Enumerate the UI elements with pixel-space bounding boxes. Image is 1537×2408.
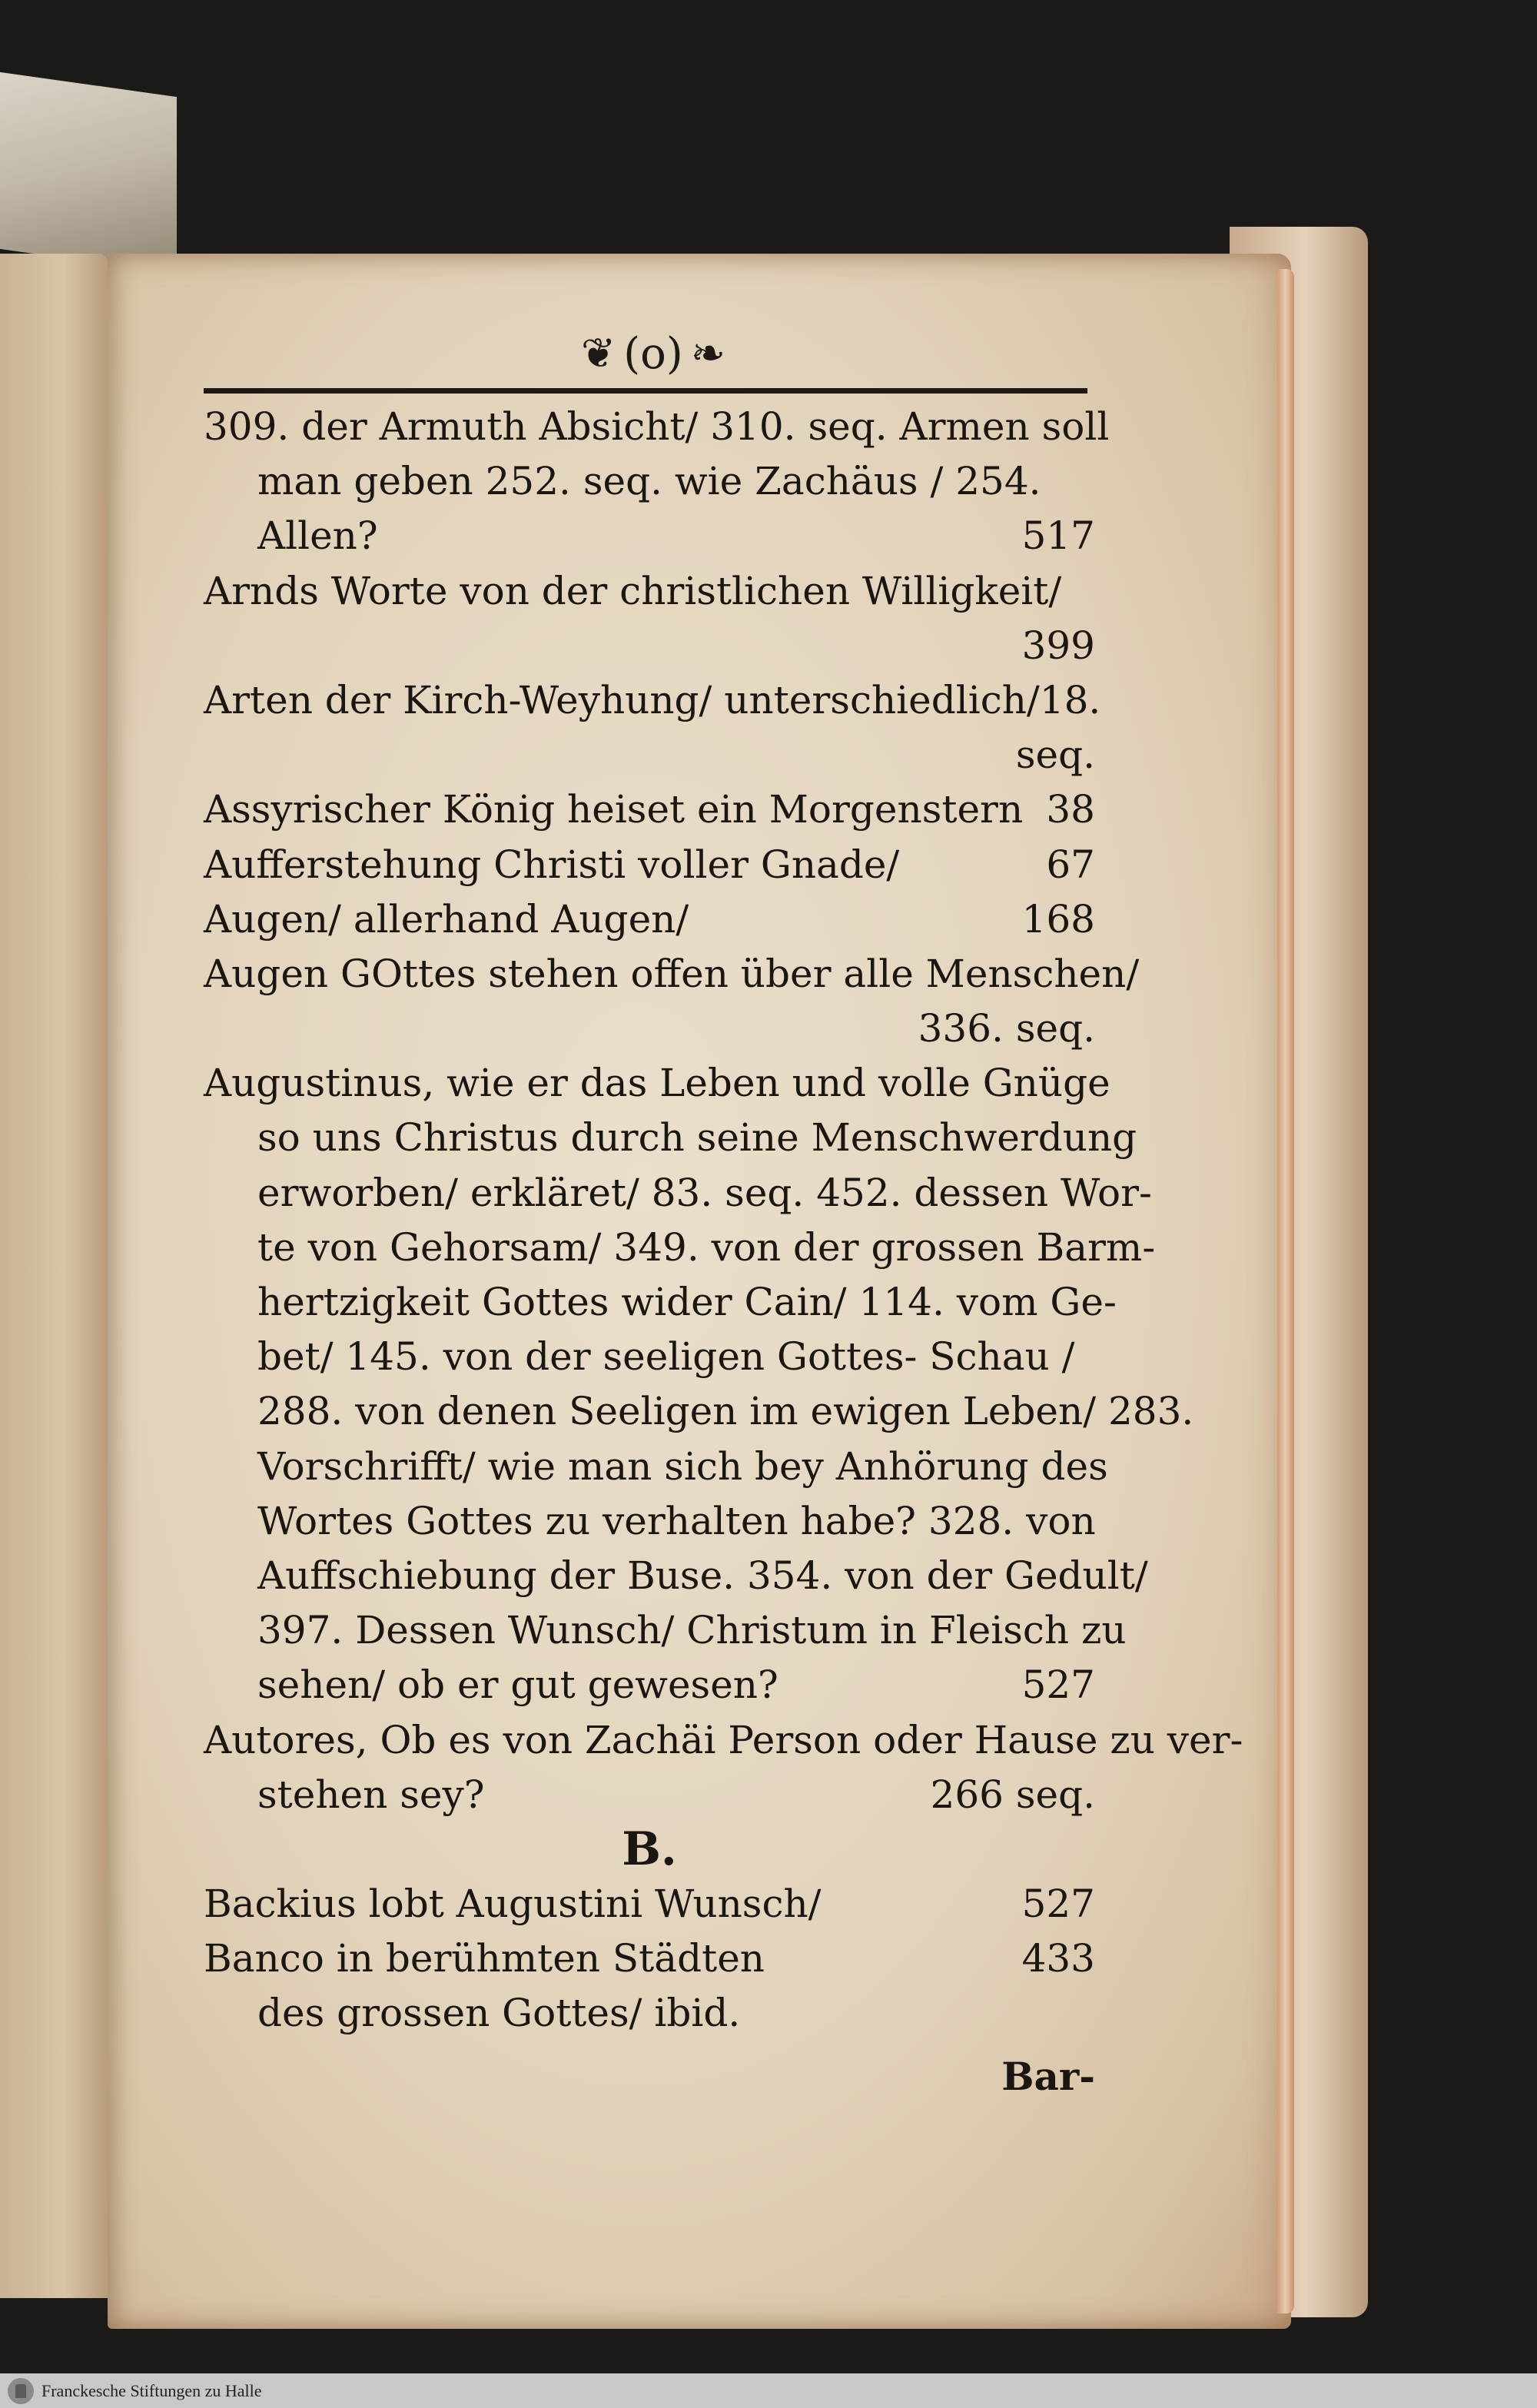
index-line-text: des grossen Gottes/ ibid. bbox=[257, 1991, 741, 2036]
index-line bbox=[204, 1001, 1095, 1056]
index-line bbox=[204, 1440, 1108, 1494]
index-line bbox=[204, 1658, 1095, 1712]
index-line-text: 397. Dessen Wunsch/ Christum in Fleisch zu bbox=[257, 1608, 1127, 1653]
index-line-text: sehen/ ob er gut gewesen? bbox=[257, 1662, 778, 1708]
left-ornament-icon: ❦ bbox=[581, 329, 616, 377]
index-line bbox=[204, 1111, 1137, 1165]
right-ornament-icon: ❧ bbox=[690, 329, 725, 377]
index-line bbox=[204, 1877, 1095, 1931]
index-line-text: stehen sey? bbox=[257, 1772, 485, 1817]
index-line bbox=[204, 782, 1095, 837]
index-line-page-ref: 399 bbox=[1021, 623, 1095, 668]
index-line bbox=[204, 1713, 1243, 1768]
index-line bbox=[204, 728, 1095, 782]
index-line-text: te von Gehorsam/ 349. von der grossen Barm- bbox=[257, 1224, 1156, 1270]
index-line bbox=[204, 1549, 1148, 1603]
index-line-page-ref: 266 seq. bbox=[930, 1772, 1095, 1817]
institution-name: Franckesche Stiftungen zu Halle bbox=[41, 2380, 262, 2400]
index-line-text: so uns Christus durch seine Menschwerdung bbox=[257, 1115, 1137, 1161]
index-line-text: Autores, Ob es von Zachäi Person oder Hause zu ver- bbox=[204, 1717, 1243, 1762]
index-line bbox=[204, 1384, 1194, 1439]
index-line bbox=[204, 1330, 1095, 1384]
index-line-text: Wortes Gottes zu verhalten habe? 328. von bbox=[257, 1498, 1096, 1543]
index-line-text: Aufferstehung Christi voller Gnade/ bbox=[204, 842, 900, 887]
index-line-text: 288. von denen Seeligen im ewigen Leben/ 283. bbox=[257, 1389, 1194, 1434]
index-line-text: Augustinus, wie er das Leben und volle Gnüge bbox=[204, 1061, 1110, 1106]
index-entries-b bbox=[204, 1877, 1095, 2041]
index-line-text: Auffschiebung der Buse. 354. von der Gedult/ bbox=[257, 1553, 1148, 1598]
index-line-page-ref: 38 bbox=[1046, 787, 1095, 832]
index-line bbox=[204, 1056, 1110, 1111]
index-line-page-ref: 168 bbox=[1021, 896, 1095, 942]
index-line bbox=[204, 1931, 1095, 1986]
index-line-page-ref: 517 bbox=[1021, 513, 1095, 559]
catchword: Bar- bbox=[1001, 2053, 1095, 2099]
index-line-page-ref: 527 bbox=[1021, 1882, 1095, 1927]
index-line-page-ref: seq. bbox=[1015, 732, 1095, 778]
index-line bbox=[204, 1221, 1156, 1275]
index-line bbox=[204, 673, 1101, 728]
index-line-page-ref: 67 bbox=[1046, 842, 1095, 887]
footer-bar bbox=[0, 2373, 1537, 2408]
index-line-text: man geben 252. seq. wie Zachäus / 254. bbox=[257, 459, 1041, 504]
index-line-page-ref: 433 bbox=[1021, 1936, 1095, 1981]
index-line bbox=[204, 1494, 1095, 1549]
index-line-page-ref: 527 bbox=[1021, 1662, 1095, 1708]
index-line-text: Allen? bbox=[257, 513, 378, 559]
index-line bbox=[204, 1166, 1152, 1221]
page-header bbox=[538, 319, 768, 388]
book-spine-corner bbox=[0, 72, 177, 274]
page-right-edge bbox=[1277, 269, 1294, 2313]
left-page-edge bbox=[0, 254, 108, 2298]
index-text bbox=[204, 400, 1243, 2104]
index-line-text: erworben/ erkläret/ 83. seq. 452. dessen Wor- bbox=[257, 1170, 1152, 1215]
index-line-page-ref: 336. seq. bbox=[918, 1006, 1095, 1051]
index-line bbox=[204, 947, 1140, 1001]
index-line-text: Arnds Worte von der christlichen Willigkeit/ bbox=[204, 568, 1062, 613]
index-line-text: Backius lobt Augustini Wunsch/ bbox=[204, 1882, 822, 1927]
index-line bbox=[204, 619, 1095, 673]
index-line bbox=[204, 1768, 1095, 1822]
index-entries-a bbox=[204, 400, 1243, 1822]
section-heading-b: B. bbox=[622, 1822, 677, 1876]
index-line bbox=[204, 1275, 1117, 1330]
index-line-text: Vorschrifft/ wie man sich bey Anhörung des bbox=[257, 1443, 1108, 1489]
institution-logo-icon bbox=[8, 2378, 34, 2404]
index-line-text: bet/ 145. von der seeligen Gottes- Schau / bbox=[257, 1334, 1075, 1380]
index-line bbox=[204, 454, 1095, 509]
index-line-text: Arten der Kirch-Weyhung/ unterschiedlich/18. bbox=[204, 677, 1101, 722]
index-line bbox=[204, 509, 1095, 563]
index-line-text: Banco in berühmten Städten bbox=[204, 1936, 765, 1981]
index-line-text: Augen GOttes stehen offen über alle Menschen/ bbox=[204, 951, 1140, 996]
index-line bbox=[204, 838, 1095, 892]
index-line-text: Assyrischer König heiset ein Morgenstern bbox=[204, 787, 1024, 832]
index-line bbox=[204, 1986, 1095, 2041]
page-number: (o) bbox=[623, 328, 683, 379]
index-line bbox=[204, 400, 1110, 454]
header-rule bbox=[204, 388, 1087, 394]
index-line-text: 309. der Armuth Absicht/ 310. seq. Armen soll bbox=[204, 404, 1110, 449]
index-line bbox=[204, 1603, 1127, 1658]
index-line bbox=[204, 892, 1095, 947]
index-line bbox=[204, 564, 1095, 619]
index-line-text: hertzigkeit Gottes wider Cain/ 114. vom Ge- bbox=[257, 1280, 1117, 1324]
index-line-text: Augen/ allerhand Augen/ bbox=[204, 896, 689, 942]
